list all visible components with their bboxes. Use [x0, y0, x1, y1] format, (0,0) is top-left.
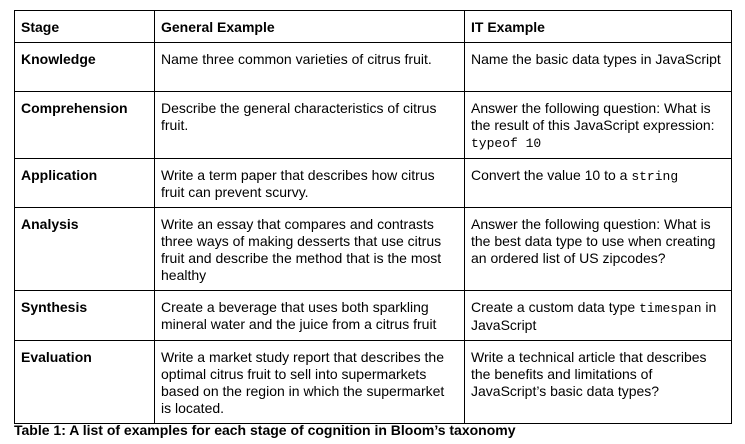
table-header-row: [15, 11, 732, 43]
it-example-cell: [465, 291, 732, 341]
general-example-cell: Write a market study report that describes the optimal citrus fruit to sell into supermarkets based on the region in which the supermarket is located.: [155, 341, 465, 424]
stage-cell: Synthesis: [15, 291, 155, 341]
it-example-text: Name the basic data types in JavaScript: [471, 51, 721, 67]
it-example-cell: [465, 208, 732, 291]
table-row: [15, 92, 732, 159]
stage-cell: Application: [15, 159, 155, 208]
it-example-after: in JavaScript: [471, 299, 717, 333]
it-example-cell: [465, 341, 732, 424]
header-it-example: IT Example: [465, 11, 732, 43]
general-example-cell: Name three common varieties of citrus fruit.: [155, 43, 465, 92]
it-example-cell: [465, 159, 732, 208]
table-row: [15, 341, 732, 424]
it-example-code: string: [631, 169, 679, 184]
general-example-cell: Write a term paper that describes how citrus fruit can prevent scurvy.: [155, 159, 465, 208]
table-caption: Table 1: A list of examples for each stage of cognition in Bloom’s taxonomy: [14, 422, 516, 438]
it-example-code: typeof 10: [471, 136, 542, 151]
table-row: [15, 208, 732, 291]
bloom-taxonomy-table: [14, 10, 732, 424]
it-example-code: timespan: [639, 301, 702, 316]
header-general-example: General Example: [155, 11, 465, 43]
stage-cell: Comprehension: [15, 92, 155, 159]
it-example-text: Create a custom data type: [471, 299, 640, 315]
it-example-text: Write a technical article that describes the benefits and limitations of JavaScript’s basic data types?: [471, 349, 707, 399]
general-example-cell: Create a beverage that uses both sparkling mineral water and the juice from a citrus fruit: [155, 291, 465, 341]
stage-cell: Knowledge: [15, 43, 155, 92]
it-example-text: Answer the following question: What is the best data type to use when creating an ordered list of US zipcodes?: [471, 216, 716, 266]
table-row: [15, 159, 732, 208]
bloom-taxonomy-table-container: [14, 10, 732, 424]
stage-cell: Evaluation: [15, 341, 155, 424]
it-example-text: Convert the value 10 to a: [471, 167, 632, 183]
general-example-cell: Describe the general characteristics of citrus fruit.: [155, 92, 465, 159]
table-row: [15, 291, 732, 341]
it-example-cell: [465, 92, 732, 159]
it-example-cell: [465, 43, 732, 92]
general-example-cell: Write an essay that compares and contrasts three ways of making desserts that use citrus fruit and describe the method that is the most healthy: [155, 208, 465, 291]
header-stage: Stage: [15, 11, 155, 43]
stage-cell: Analysis: [15, 208, 155, 291]
it-example-text: Answer the following question: What is the result of this JavaScript expression:: [471, 100, 715, 133]
table-row: [15, 43, 732, 92]
